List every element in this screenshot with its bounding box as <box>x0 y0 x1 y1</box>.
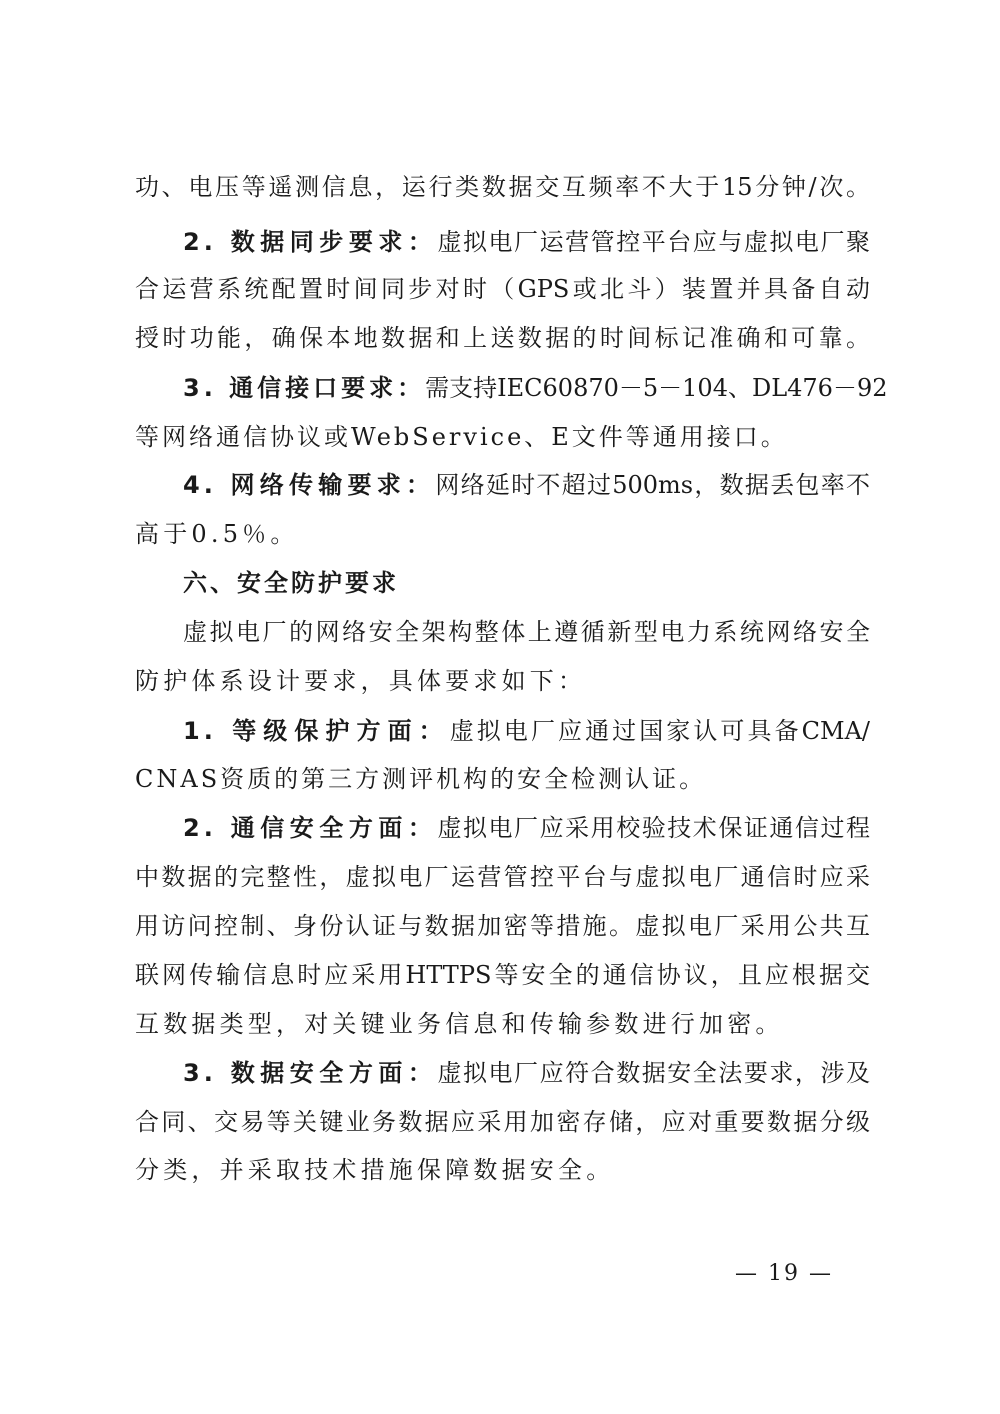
paragraph-line <box>135 960 870 990</box>
paragraph-text: 等网络通信协议或WebService、E文件等通用接口。 <box>135 423 788 451</box>
item-lead-label: 3. 数据安全方面： <box>183 1059 438 1087</box>
paragraph-text: 虚拟电厂的网络安全架构整体上遵循新型电力系统网络安全 <box>183 618 870 646</box>
item-lead-label: 3. 通信接口要求： <box>183 374 426 402</box>
item-lead-label: 1. 等级保护方面： <box>183 717 450 745</box>
paragraph-text: 高于0.5％。 <box>135 520 299 548</box>
paragraph-text: 虚拟电厂运营管控平台应与虚拟电厂聚 <box>437 228 871 256</box>
item-lead-label: 2. 通信安全方面： <box>183 814 438 842</box>
paragraph-text: 需支持IEC60870－5－104、DL476－92 <box>425 374 888 402</box>
paragraph-text: CNAS资质的第三方测评机构的安全检测认证。 <box>135 765 707 793</box>
paragraph-text: 联网传输信息时应采用HTTPS等安全的通信协议，且应根据交 <box>135 961 870 989</box>
paragraph-text: 虚拟电厂应采用校验技术保证通信过程 <box>437 814 871 842</box>
paragraph-line <box>135 172 870 202</box>
paragraph-text: 虚拟电厂应通过国家认可具备CMA/ <box>449 717 870 745</box>
paragraph-text: 虚拟电厂应符合数据安全法要求，涉及 <box>437 1059 871 1087</box>
paragraph-line <box>183 227 870 257</box>
paragraph-text: 分类，并采取技术措施保障数据安全。 <box>135 1156 615 1184</box>
page-number: — 19 — <box>735 1261 833 1286</box>
paragraph-line <box>135 666 870 696</box>
section-heading <box>183 568 870 598</box>
paragraph-line <box>183 617 870 647</box>
paragraph-line <box>183 470 870 500</box>
paragraph-line <box>135 1155 870 1185</box>
paragraph-line <box>135 911 870 941</box>
paragraph-line <box>135 422 870 452</box>
paragraph-text: 用访问控制、身份认证与数据加密等措施。虚拟电厂采用公共互 <box>135 912 870 940</box>
paragraph-line <box>135 764 870 794</box>
paragraph-text: 网络延时不超过500ms，数据丢包率不 <box>435 471 871 499</box>
paragraph-line <box>135 1009 870 1039</box>
section-heading-text: 六、安全防护要求 <box>183 569 399 597</box>
paragraph-text: 授时功能，确保本地数据和上送数据的时间标记准确和可靠。 <box>135 324 870 352</box>
paragraph-line <box>135 519 870 549</box>
paragraph-line <box>183 1058 870 1088</box>
paragraph-line <box>183 716 870 746</box>
paragraph-text: 互数据类型，对关键业务信息和传输参数进行加密。 <box>135 1010 784 1038</box>
paragraph-text: 功、电压等遥测信息，运行类数据交互频率不大于15分钟/次。 <box>135 173 870 201</box>
paragraph-text: 防护体系设计要求，具体要求如下： <box>135 667 587 695</box>
paragraph-text: 合运营系统配置时间同步对时（GPS或北斗）装置并具备自动 <box>135 275 870 303</box>
paragraph-line <box>183 373 888 403</box>
paragraph-text: 中数据的完整性，虚拟电厂运营管控平台与虚拟电厂通信时应采 <box>135 863 870 891</box>
item-lead-label: 2. 数据同步要求： <box>183 228 438 256</box>
paragraph-line <box>183 813 870 843</box>
paragraph-text: 合同、交易等关键业务数据应采用加密存储，应对重要数据分级 <box>135 1108 870 1136</box>
paragraph-line <box>135 862 870 892</box>
paragraph-line <box>135 1107 870 1137</box>
item-lead-label: 4. 网络传输要求： <box>183 471 436 499</box>
paragraph-line <box>135 274 870 304</box>
paragraph-line <box>135 323 870 353</box>
